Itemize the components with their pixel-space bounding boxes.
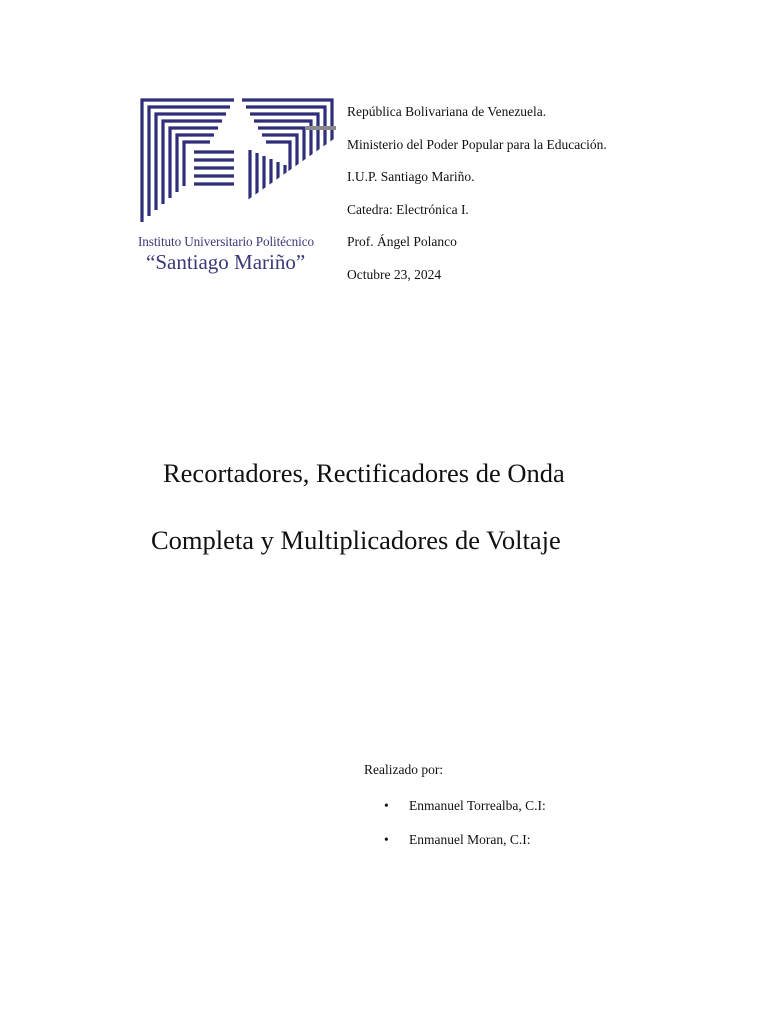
logo-emblem-icon — [138, 96, 338, 232]
institution-logo — [138, 96, 338, 282]
header-line-institute: I.U.P. Santiago Mariño. — [347, 169, 475, 185]
logo-institute-text: Instituto Universitario Politécnico — [138, 234, 314, 249]
header-line-professor: Prof. Ángel Polanco — [347, 234, 457, 250]
header-line-date: Octubre 23, 2024 — [347, 266, 442, 282]
authors-label: Realizado por: — [364, 762, 444, 777]
author-name: Enmanuel Torrealba, C.I: — [409, 798, 546, 813]
header-line-course: Catedra: Electrónica I. — [347, 201, 469, 217]
header-line-ministry: Ministerio del Poder Popular para la Educación. — [347, 136, 607, 152]
header-info — [347, 96, 607, 292]
authors-section — [364, 762, 546, 847]
bullet-icon: • — [384, 832, 389, 847]
logo-name-text: “Santiago Mariño” — [146, 250, 306, 274]
author-name: Enmanuel Moran, C.I: — [409, 832, 531, 847]
bullet-icon: • — [384, 798, 389, 813]
title-line-1: Recortadores, Rectificadores de Onda — [163, 458, 565, 488]
header-line-country: República Bolivariana de Venezuela. — [347, 104, 547, 119]
title-line-2: Completa y Multiplicadores de Voltaje — [151, 525, 561, 555]
